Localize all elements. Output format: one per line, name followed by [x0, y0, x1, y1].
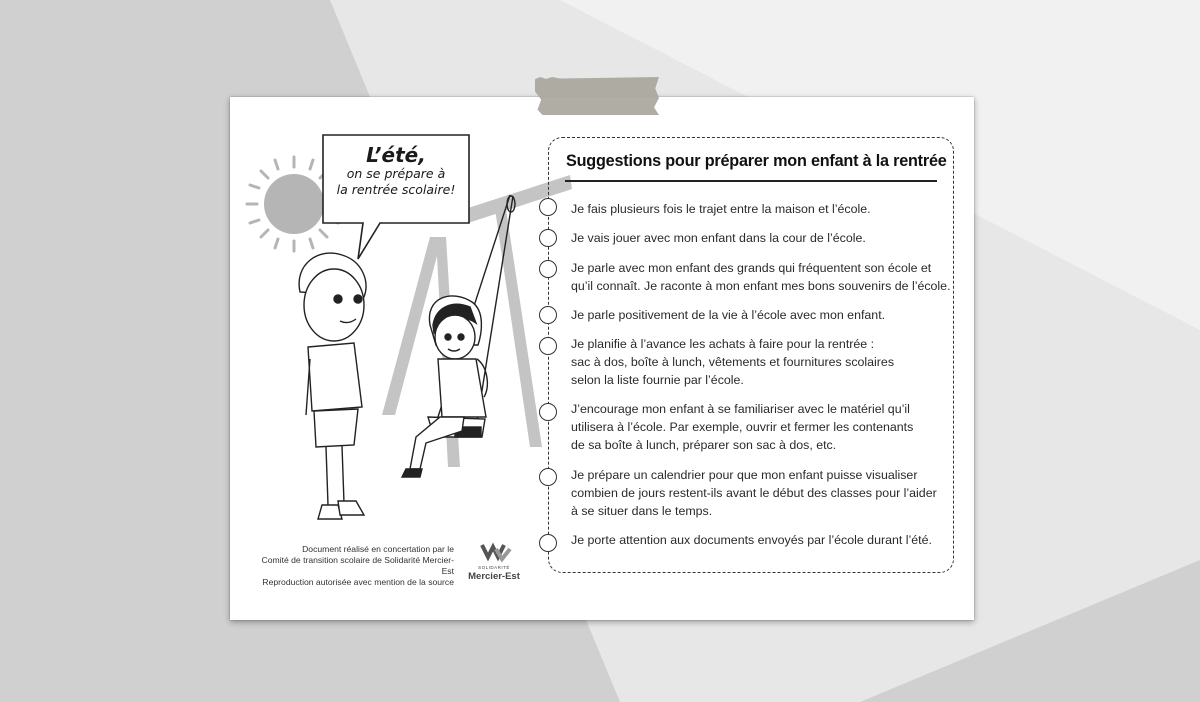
suggestions-panel [548, 137, 954, 573]
bubble-title: L’été, [366, 143, 426, 167]
checkbox-circle-icon [539, 337, 557, 355]
suggestion-line: de sa boîte à lunch, préparer son sac à dos, etc. [571, 438, 837, 452]
suggestion-item [571, 259, 951, 295]
flyer-card [230, 97, 974, 620]
suggestion-line: J’encourage mon enfant à se familiariser avec le matériel qu’il [571, 402, 910, 416]
suggestion-line: Je planifie à l’avance les achats à faire pour la rentrée : [571, 337, 875, 351]
suggestion-line: selon la liste fournie par l’école. [571, 373, 744, 387]
checkbox-circle-icon [539, 468, 557, 486]
bubble-line-3: la rentrée scolaire! [336, 182, 456, 197]
suggestion-line: sac à dos, boîte à lunch, vêtements et fournitures scolaires [571, 355, 895, 369]
bubble-line-2: on se prépare à [346, 166, 446, 181]
suggestion-item [571, 335, 941, 389]
credits-text [250, 544, 454, 588]
suggestion-line: Je vais jouer avec mon enfant dans la cour de l’école. [571, 231, 866, 245]
credits-line-3: Reproduction autorisée avec mention de la source [262, 577, 454, 587]
checkbox-circle-icon [539, 306, 557, 324]
logo-name: Mercier-Est [468, 571, 520, 582]
checkbox-circle-icon [539, 229, 557, 247]
suggestion-line: Je fais plusieurs fois le trajet entre la maison et l’école. [571, 202, 871, 216]
standing-child [299, 253, 366, 519]
suggestion-line: Je porte attention aux documents envoyés par l’école durant l’été. [571, 533, 932, 547]
checkbox-circle-icon [539, 260, 557, 278]
suggestion-item [571, 466, 941, 520]
speech-bubble [323, 135, 469, 223]
title-divider [565, 180, 937, 182]
panel-title: Suggestions pour préparer mon enfant à la rentrée [566, 152, 947, 170]
suggestion-item [571, 200, 941, 218]
suggestion-item [571, 306, 941, 324]
suggestion-item [571, 400, 941, 454]
suggestion-item [571, 229, 941, 247]
suggestion-line: utilisera à l’école. Par exemple, ouvrir et fermer les contenants [571, 420, 914, 434]
credits-line-1: Document réalisé en concertation par le [302, 544, 454, 554]
suggestion-line: Je parle positivement de la vie à l’école avec mon enfant. [571, 308, 886, 322]
logo [464, 565, 524, 582]
suggestion-line: qu’il connaît. Je raconte à mon enfant mes bons souvenirs de l’école. [571, 279, 951, 293]
checkbox-circle-icon [539, 198, 557, 216]
suggestion-line: à se situer dans le temps. [571, 504, 713, 518]
checkbox-circle-icon [539, 403, 557, 421]
credits-line-2: Comité de transition scolaire de Solidarité Mercier-Est [261, 555, 454, 576]
checkbox-circle-icon [539, 534, 557, 552]
suggestion-line: combien de jours restent-ils avant le début des classes pour l’aider [571, 486, 937, 500]
masking-tape [535, 77, 659, 115]
suggestion-item [571, 531, 941, 549]
solidarite-logo-icon [482, 545, 510, 559]
suggestion-line: Je prépare un calendrier pour que mon enfant puisse visualiser [571, 468, 918, 482]
logo-small-text: SOLIDARITÉ [478, 565, 510, 570]
suggestion-line: Je parle avec mon enfant des grands qui fréquentent son école et [571, 261, 932, 275]
